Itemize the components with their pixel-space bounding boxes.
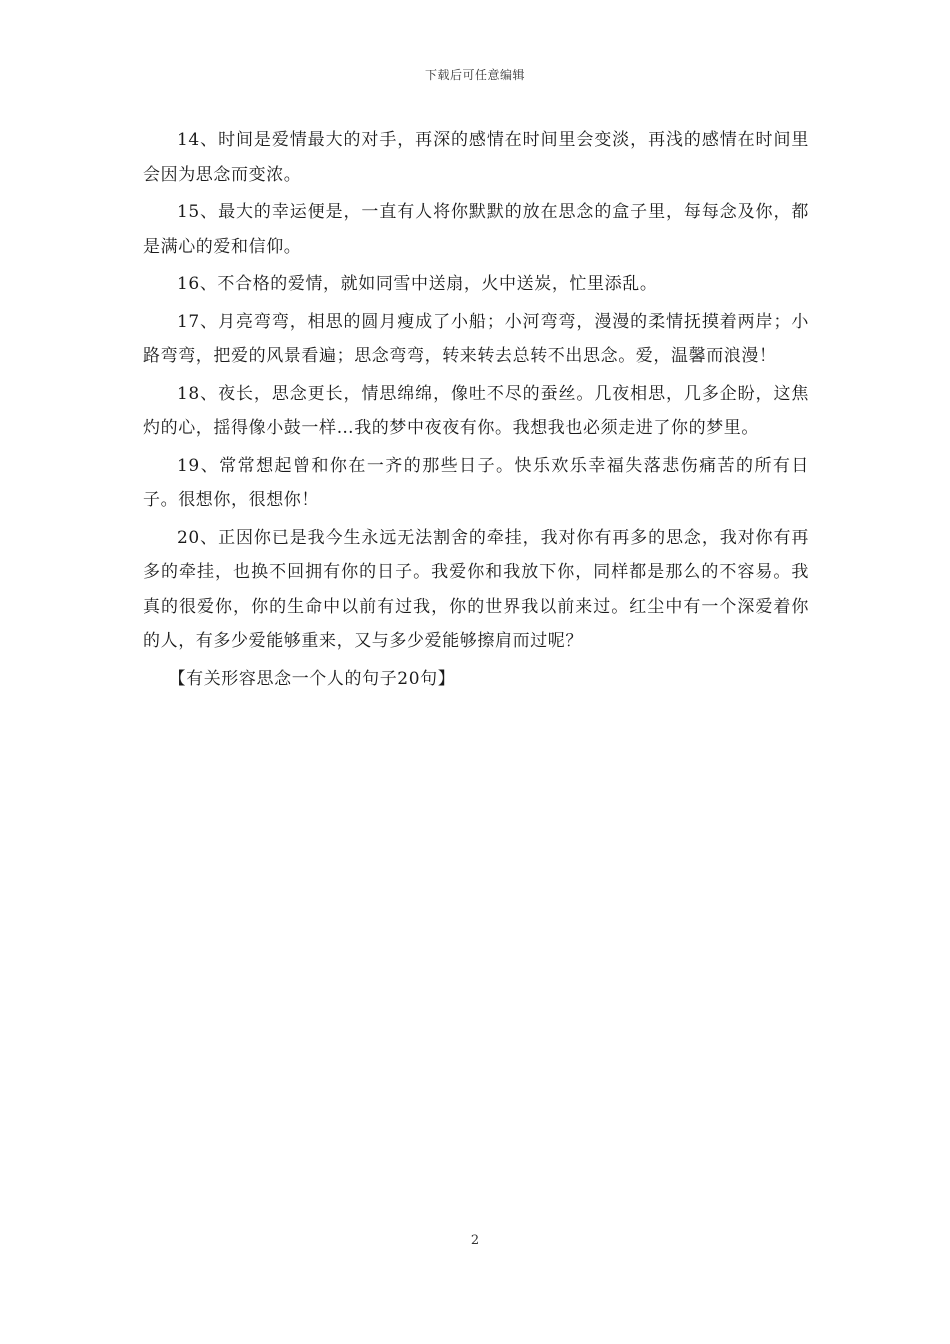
page-header-note: 下载后可任意编辑 [424,68,525,82]
paragraph-19: 19、常常想起曾和你在一齐的那些日子。快乐欢乐幸福失落悲伤痛苦的所有日子。很想你，很想你！ [143,455,809,510]
document-body [143,123,809,696]
paragraph-18: 18、夜长，思念更长，情思绵绵，像吐不尽的蚕丝。几夜相思，几多企盼，这焦灼的心，揺得像小鼓一样…我的梦中夜夜有你。我想我也必须走进了你的梦里。 [143,383,809,438]
paragraph-16: 16、不合格的爱情，就如同雪中送扇，火中送炭，忙里添乱。 [177,274,658,294]
paragraph-14: 14、时间是爱情最大的对手，再深的感情在时间里会变淡，再浅的感情在时间里会因为思念而变浓。 [143,130,809,185]
closing-title: 【有关形容思念一个人的句子20句】 [168,668,456,689]
paragraph-20: 20、正因你已是我今生永远无法割舍的牵挂，我对你有再多的思念，我对你有再多的牵挂，也换不回拥有你的日子。我爱你和我放下你，同样都是那么的不容易。我真的很爱你，你的生命中以前有过我，你的世界我以前来过。红尘中有一个深爱着你的人，有多少爱能够重来，又与多少爱能够擦肩而过呢？ [143,527,809,651]
paragraph-17: 17、月亮弯弯，相思的圆月瘦成了小船；小河弯弯，漫漫的柔情抚摸着两岸；小路弯弯，把爱的风景看遍；思念弯弯，转来转去总转不出思念。爱，温馨而浪漫！ [143,311,809,366]
page-number: 2 [470,1233,480,1248]
paragraph-15: 15、最大的幸运便是，一直有人将你默默的放在思念的盒子里，每每念及你，都是满心的爱和信仰。 [143,202,809,257]
